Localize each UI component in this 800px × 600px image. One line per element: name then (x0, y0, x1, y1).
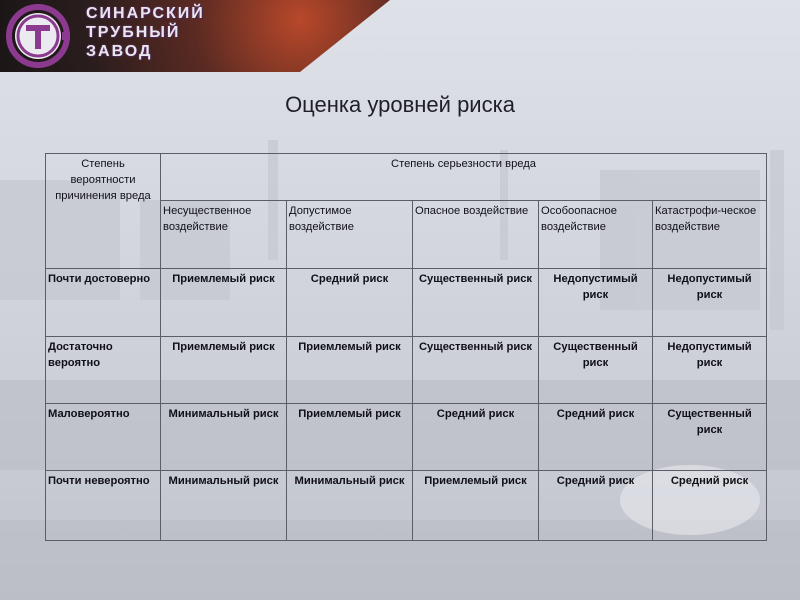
risk-cell: Средний риск (413, 404, 539, 471)
risk-cell: Существенный риск (653, 404, 767, 471)
company-name-line: ЗАВОД (86, 43, 153, 60)
risk-cell: Средний риск (287, 269, 413, 337)
row-label: Почти достоверно (46, 269, 161, 337)
risk-cell: Приемлемый риск (161, 337, 287, 404)
risk-cell: Минимальный риск (161, 404, 287, 471)
risk-cell: Средний риск (653, 471, 767, 541)
row-label: Достаточно вероятно (46, 337, 161, 404)
risk-cell: Средний риск (539, 404, 653, 471)
stz-logo-icon (6, 4, 70, 68)
risk-matrix-table (45, 153, 767, 541)
risk-cell: Недопустимый риск (539, 269, 653, 337)
risk-cell: Приемлемый риск (287, 404, 413, 471)
risk-cell: Недопустимый риск (653, 337, 767, 404)
table-row (46, 404, 767, 471)
company-name (86, 4, 236, 61)
row-label: Маловероятно (46, 404, 161, 471)
column-header: Допустимое воздействие (287, 201, 413, 269)
column-header: Катастрофи-ческое воздействие (653, 201, 767, 269)
table-row (46, 337, 767, 404)
company-name-line: СИНАРСКИЙ (86, 5, 205, 22)
table-header-row (46, 154, 767, 201)
risk-cell: Приемлемый риск (287, 337, 413, 404)
risk-cell: Существенный риск (413, 269, 539, 337)
risk-cell: Минимальный риск (287, 471, 413, 541)
column-header: Несущественное воздействие (161, 201, 287, 269)
table-row (46, 471, 767, 541)
row-header-cell: Степень вероятности причинения вреда (46, 154, 161, 269)
page-title: Оценка уровней риска (285, 92, 515, 117)
column-header: Особоопасное воздействие (539, 201, 653, 269)
risk-cell: Минимальный риск (161, 471, 287, 541)
risk-cell: Приемлемый риск (413, 471, 539, 541)
column-header: Опасное воздействие (413, 201, 539, 269)
company-name-line: ТРУБНЫЙ (86, 24, 181, 41)
risk-cell: Недопустимый риск (653, 269, 767, 337)
row-label: Почти невероятно (46, 471, 161, 541)
risk-cell: Приемлемый риск (161, 269, 287, 337)
table-row (46, 269, 767, 337)
risk-cell: Существенный риск (413, 337, 539, 404)
risk-cell: Существенный риск (539, 337, 653, 404)
column-group-header: Степень серьезности вреда (161, 154, 767, 201)
risk-cell: Средний риск (539, 471, 653, 541)
